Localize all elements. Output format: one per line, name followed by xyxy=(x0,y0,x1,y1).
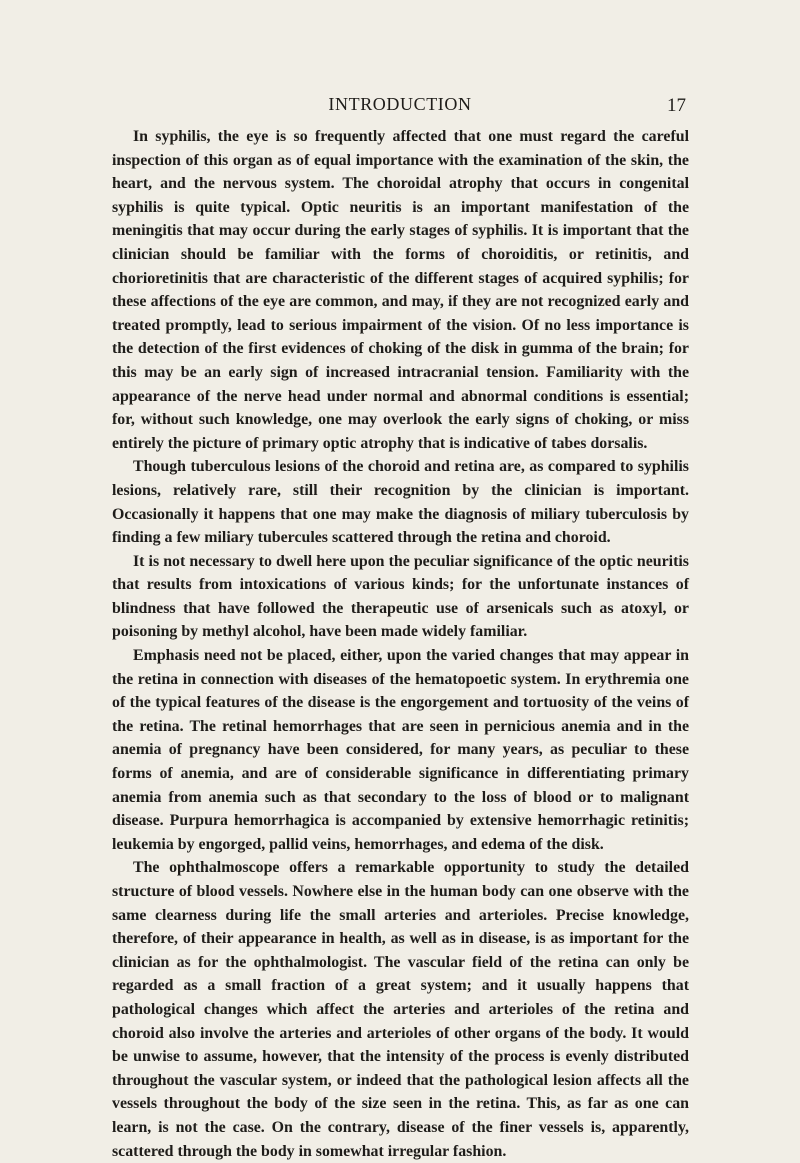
paragraph-ophthalmoscope: The ophthalmoscope offers a remarkable opportunity to study the detailed structure of blood vessels. Nowhere else in the human body can one observe with the same clearness during life the small arteries and arterioles. Precise knowledge, therefore, of their appearance in health, as well as in disease, is as important for the clinician as for the ophthalmologist. The vascular field of the retina can only be regarded as a small fraction of a great system; and it usually happens that pathological changes which affect the arteries and arterioles of the retina and choroid also involve the arteries and arterioles of other organs of the body. It would be unwise to assume, however, that the intensity of the process is evenly distributed throughout the vascular system, or indeed that the pathological lesion affects all the vessels throughout the body of the size seen in the retina. This, as far as one can learn, is not the case. On the contrary, disease of the finer vessels is, apparently, scattered through the body in somewhat irregular fashion. xyxy=(112,859,689,1160)
page-number: 17 xyxy=(667,95,686,116)
running-head xyxy=(0,92,800,116)
running-title: INTRODUCTION xyxy=(328,94,472,114)
paragraph-hematopoetic: Emphasis need not be placed, either, upon the varied changes that may appear in the retina in connection with diseases of the hematopoetic system. In erythremia one of the typical features of the disease is the engorgement and tortuosity of the veins of the retina. The retinal hemorrhages that are seen in pernicious anemia and in the anemia of pregnancy have been considered, for many years, as peculiar to these forms of anemia, and are of considerable significance in differentiating primary anemia from anemia such as that secondary to the loss of blood or to malignant disease. Purpura hemorrhagica is accompanied by extensive hemorrhagic retinitis; leukemia by engorged, pallid veins, hemorrhages, and edema of the disk. xyxy=(112,647,689,853)
paragraph-optic-neuritis: It is not necessary to dwell here upon the peculiar significance of the optic neuritis that results from intoxications of various kinds; for the unfortunate instances of blindness that have followed the therapeutic use of arsenicals such as atoxyl, or poisoning by methyl alcohol, have been made widely familiar. xyxy=(112,552,689,641)
paragraph-tuberculosis: Though tuberculous lesions of the choroid and retina are, as compared to syphilis lesions, relatively rare, still their recognition by the clinician is important. Occasionally it happens that one may make the diagnosis of miliary tuberculosis by finding a few miliary tubercules scattered through the retina and choroid. xyxy=(112,458,689,547)
body-text xyxy=(112,125,689,1163)
paragraph-syphilis: In syphilis, the eye is so frequently affected that one must regard the careful inspection of this organ as of equal importance with the examination of the skin, the heart, and the nervous system. The choroidal atrophy that occurs in congenital syphilis is quite typical. Optic neuritis is an important manifestation of the meningitis that may occur during the early stages of syphilis. It is important that the clinician should be familiar with the forms of choroiditis, or retinitis, and chorioretinitis that are characteristic of the different stages of acquired syphilis; for these affections of the eye are common, and may, if they are not recognized early and treated promptly, lead to serious impairment of the vision. Of no less importance is the detection of the first evidences of choking of the disk in gumma of the brain; for this may be an early sign of increased intracranial tension. Familiarity with the appearance of the nerve head under normal and abnormal conditions is essential; for, without such knowledge, one may overlook the early signs of choking, or miss entirely the picture of primary optic atrophy that is indicative of tabes dorsalis. xyxy=(112,128,689,452)
